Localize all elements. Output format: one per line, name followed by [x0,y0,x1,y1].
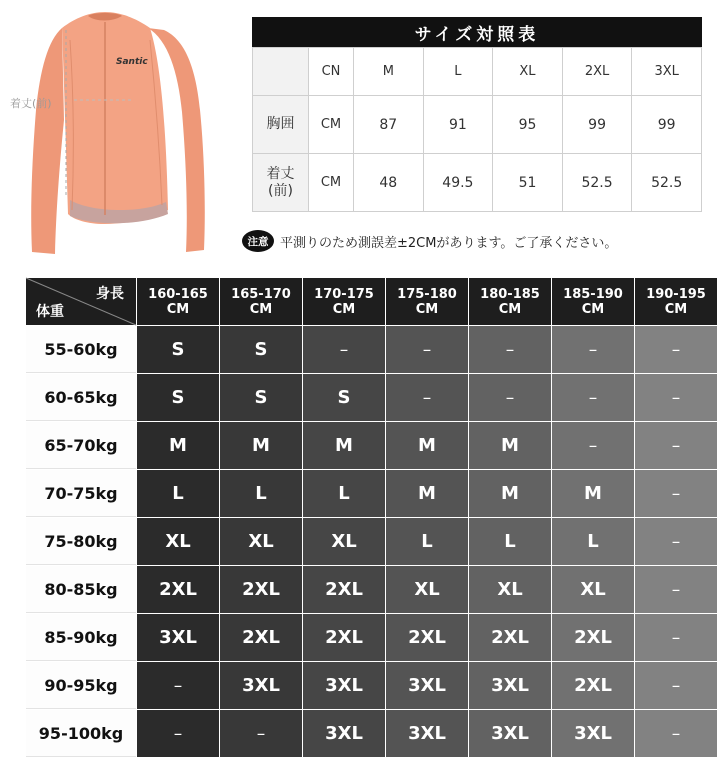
size-cell: 2XL [386,614,468,661]
size-cell: 2XL [220,566,302,613]
size-cell: XL [552,566,634,613]
height-axis-label: 身長 [96,286,124,302]
length-2xl: 52.5 [562,154,632,212]
size-cell: L [386,518,468,565]
length-label [253,154,309,212]
corner-cell [253,48,309,96]
height-range: 180-185 [480,286,540,302]
height-header-5 [469,278,551,325]
size-cell: – [137,662,219,709]
size-cell: 2XL [220,614,302,661]
size-cell: – [303,326,385,373]
header-cn: CN [309,48,354,96]
size-cell: 2XL [469,614,551,661]
size-cell: – [386,374,468,421]
height-header-4 [386,278,468,325]
size-table-title: サイズ対照表 [252,17,702,47]
size-cell: M [386,470,468,517]
size-cell: – [635,374,717,421]
size-cell: M [386,422,468,469]
size-comparison-table [252,17,702,212]
size-cell: 2XL [552,614,634,661]
jersey-illustration [0,0,245,262]
size-grid [252,47,702,212]
size-cell: 2XL [303,566,385,613]
size-cell: 3XL [552,710,634,757]
weight-row-header-3: 65-70kg [26,422,136,469]
header-m: M [354,48,424,96]
size-cell: – [635,614,717,661]
size-cell: XL [386,566,468,613]
chest-2xl: 99 [562,96,632,154]
size-cell: 3XL [386,662,468,709]
size-cell: – [552,326,634,373]
chest-l: 91 [423,96,493,154]
height-header-7 [635,278,717,325]
height-header-1 [137,278,219,325]
height-unit: CM [498,301,522,317]
chest-label: 胸囲 [253,96,309,154]
size-header-row [253,48,702,96]
length-unit: CM [309,154,354,212]
size-cell: M [552,470,634,517]
jersey-image [0,0,245,262]
size-cell: 2XL [137,566,219,613]
size-cell: – [635,662,717,709]
height-header-6 [552,278,634,325]
size-cell: S [220,326,302,373]
chest-unit: CM [309,96,354,154]
size-cell: – [635,326,717,373]
size-cell: L [303,470,385,517]
length-xl: 51 [493,154,563,212]
size-cell: 3XL [303,662,385,709]
size-cell: 3XL [386,710,468,757]
size-cell: 3XL [303,710,385,757]
size-cell: 3XL [469,662,551,709]
weight-row-header-5: 75-80kg [26,518,136,565]
length-measure-label: 着丈(前) [10,97,52,110]
size-guide-grid [26,278,706,744]
height-unit: CM [581,301,605,317]
size-cell: M [303,422,385,469]
length-m: 48 [354,154,424,212]
weight-row-header-4: 70-75kg [26,470,136,517]
size-cell: 3XL [220,662,302,709]
weight-row-header-2: 60-65kg [26,374,136,421]
size-cell: M [469,470,551,517]
size-cell: M [469,422,551,469]
weight-row-header-6: 80-85kg [26,566,136,613]
note-text: 平測りのため測誤差±2CMがあります。ご了承ください。 [280,235,618,251]
size-cell: – [635,566,717,613]
size-cell: – [220,710,302,757]
chest-3xl: 99 [632,96,702,154]
size-cell: 2XL [303,614,385,661]
weight-row-header-8: 90-95kg [26,662,136,709]
size-cell: – [386,326,468,373]
height-range: 170-175 [314,286,374,302]
length-label-line2: (前) [268,182,293,199]
height-unit: CM [664,301,688,317]
length-3xl: 52.5 [632,154,702,212]
height-range: 190-195 [646,286,706,302]
size-cell: XL [469,566,551,613]
chest-m: 87 [354,96,424,154]
size-cell: 3XL [137,614,219,661]
size-cell: S [137,326,219,373]
height-unit: CM [249,301,273,317]
size-cell: L [220,470,302,517]
size-cell: XL [303,518,385,565]
size-cell: S [303,374,385,421]
brand-logo: Santic [116,57,148,67]
chest-xl: 95 [493,96,563,154]
height-unit: CM [415,301,439,317]
size-cell: – [137,710,219,757]
size-cell: L [469,518,551,565]
weight-row-header-7: 85-90kg [26,614,136,661]
height-unit: CM [332,301,356,317]
size-cell: – [469,326,551,373]
size-cell: L [137,470,219,517]
size-cell: M [220,422,302,469]
weight-row-header-1: 55-60kg [26,326,136,373]
size-cell: S [220,374,302,421]
header-xl: XL [493,48,563,96]
height-unit: CM [166,301,190,317]
height-range: 175-180 [397,286,457,302]
size-cell: L [552,518,634,565]
length-row [253,154,702,212]
header-3xl: 3XL [632,48,702,96]
header-2xl: 2XL [562,48,632,96]
length-l: 49.5 [423,154,493,212]
height-range: 185-190 [563,286,623,302]
size-cell: – [469,374,551,421]
height-range: 160-165 [148,286,208,302]
chest-row [253,96,702,154]
size-cell: – [635,470,717,517]
measurement-note [242,230,720,252]
size-cell: – [635,710,717,757]
height-header-2 [220,278,302,325]
height-range: 165-170 [231,286,291,302]
weight-axis-label: 体重 [36,304,64,320]
size-cell: 2XL [552,662,634,709]
weight-row-header-9: 95-100kg [26,710,136,757]
size-cell: – [552,422,634,469]
size-cell: – [635,518,717,565]
size-cell: M [137,422,219,469]
height-header-3 [303,278,385,325]
guide-corner [26,278,136,325]
size-cell: XL [220,518,302,565]
caution-badge: 注意 [242,230,274,252]
length-label-line1: 着丈 [266,165,295,182]
size-cell: – [552,374,634,421]
size-cell: – [635,422,717,469]
size-cell: 3XL [469,710,551,757]
size-cell: XL [137,518,219,565]
size-cell: S [137,374,219,421]
header-l: L [423,48,493,96]
